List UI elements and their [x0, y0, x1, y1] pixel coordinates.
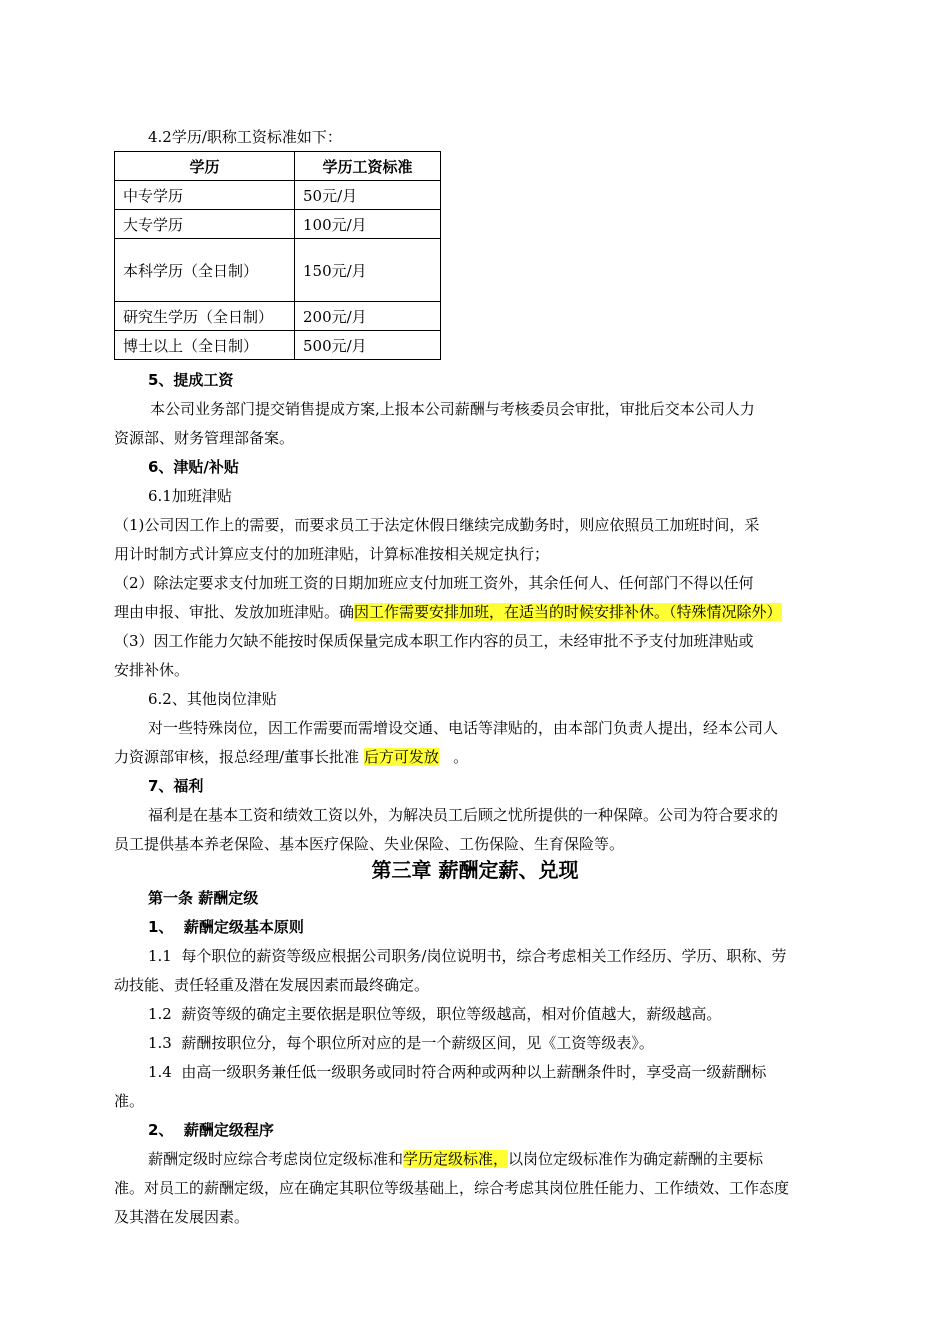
- section-7-heading: 7、福利: [148, 777, 204, 795]
- section-4-2-intro: 4.2学历/职称工资标准如下：: [148, 128, 342, 146]
- item-2-line: （2）除法定要求支付加班工资的日期加班应支付加班工资外，其余任何人、任何部门不得以任何: [114, 574, 754, 592]
- para-text: 薪酬定级时应综合考虑岗位定级标准和: [148, 1150, 404, 1168]
- table-row: [115, 181, 441, 210]
- table-header-cell: 学历: [115, 152, 295, 181]
- item-1-line: 用计时制方式计算应支付的加班津贴，计算标准按相关规定执行；: [114, 545, 550, 563]
- subsection-2-para-line: [148, 1147, 763, 1171]
- section-7-para-line: 员工提供基本养老保险、基本医疗保险、失业保险、工伤保险、生育保险等。: [114, 835, 625, 853]
- table-cell: 研究生学历（全日制）: [115, 302, 295, 331]
- section-7-para-line: 福利是在基本工资和绩效工资以外，为解决员工后顾之忧所提供的一种保障。公司为符合要求的: [148, 806, 779, 824]
- item-2-line: [114, 600, 782, 624]
- table-cell: 大专学历: [115, 210, 295, 239]
- clause-1-1-line: 动技能、责任轻重及潜在发展因素而最终确定。: [114, 976, 430, 994]
- para-text: 力资源部审核，报总经理/董事长批准: [114, 748, 364, 766]
- table-cell: 150元/月: [295, 239, 441, 302]
- clause-1-3: 1.3 薪酬按职位分，每个职位所对应的是一个薪级区间，见《工资等级表》。: [148, 1034, 654, 1052]
- section-6-heading: 6、津贴/补贴: [148, 458, 239, 476]
- table-cell: 本科学历（全日制）: [115, 239, 295, 302]
- table-cell: 200元/月: [295, 302, 441, 331]
- section-5-para-line: 本公司业务部门提交销售提成方案,上报本公司薪酬与考核委员会审批，审批后交本公司人力: [150, 400, 755, 418]
- para-text: 以岗位定级标准作为确定薪酬的主要标: [508, 1150, 764, 1168]
- table-cell: 博士以上（全日制）: [115, 331, 295, 360]
- item-3-line: 安排补休。: [114, 661, 190, 679]
- para-text: 。: [438, 748, 469, 766]
- subsection-2-heading: 2、 薪酬定级程序: [148, 1121, 274, 1139]
- section-6-2-para-line: [114, 745, 468, 769]
- highlighted-text: 学历定级标准，: [403, 1150, 509, 1168]
- table-row: [115, 239, 441, 302]
- clause-1-4-line: 准。: [114, 1092, 145, 1110]
- subsection-2-para-line: 准。对员工的薪酬定级，应在确定其职位等级基础上，综合考虑其岗位胜任能力、工作绩效、工作态度: [114, 1179, 790, 1197]
- table-header-cell: 学历工资标准: [295, 152, 441, 181]
- subsection-1-heading: 1、 薪酬定级基本原则: [148, 918, 304, 936]
- highlighted-text: 后方可发放: [363, 748, 439, 766]
- table-cell: 500元/月: [295, 331, 441, 360]
- item-3-line: （3）因工作能力欠缺不能按时保质保量完成本职工作内容的员工，未经审批不予支付加班津贴或: [114, 632, 754, 650]
- table-cell: 100元/月: [295, 210, 441, 239]
- table-row: [115, 210, 441, 239]
- table-row: [115, 331, 441, 360]
- section-5-para-line: 资源部、财务管理部备案。: [114, 429, 295, 447]
- clause-1-1-line: 1.1 每个职位的薪资等级应根据公司职务/岗位说明书，综合考虑相关工作经历、学历、职称、劳: [148, 947, 787, 965]
- table-cell: 50元/月: [295, 181, 441, 210]
- article-1-heading: 第一条 薪酬定级: [148, 889, 259, 907]
- item-2-text: 理由申报、审批、发放加班津贴。确: [114, 603, 355, 621]
- table-row: [115, 302, 441, 331]
- highlighted-text: 因工作需要安排加班，在适当的时候安排补休。（特殊情况除外）: [354, 603, 782, 621]
- section-6-2-para-line: 对一些特殊岗位，因工作需要而需增设交通、电话等津贴的，由本部门负责人提出，经本公司人: [148, 719, 779, 737]
- table-cell: 中专学历: [115, 181, 295, 210]
- section-6-1-heading: 6.1加班津贴: [148, 487, 232, 505]
- section-5-heading: 5、提成工资: [148, 371, 234, 389]
- education-salary-table: [114, 151, 441, 360]
- item-1-line: （1)公司因工作上的需要，而要求员工于法定休假日继续完成勤务时，则应依照员工加班时间，采: [114, 516, 760, 534]
- clause-1-2: 1.2 薪资等级的确定主要依据是职位等级，职位等级越高，相对价值越大，薪级越高。: [148, 1005, 722, 1023]
- chapter-title: 第三章 薪酬定薪、兑现: [371, 858, 579, 882]
- table-header-row: [115, 152, 441, 181]
- subsection-2-para-line: 及其潜在发展因素。: [114, 1208, 250, 1226]
- clause-1-4-line: 1.4 由高一级职务兼任低一级职务或同时符合两种或两种以上薪酬条件时，享受高一级薪酬标: [148, 1063, 767, 1081]
- section-6-2-heading: 6.2、其他岗位津贴: [148, 690, 277, 708]
